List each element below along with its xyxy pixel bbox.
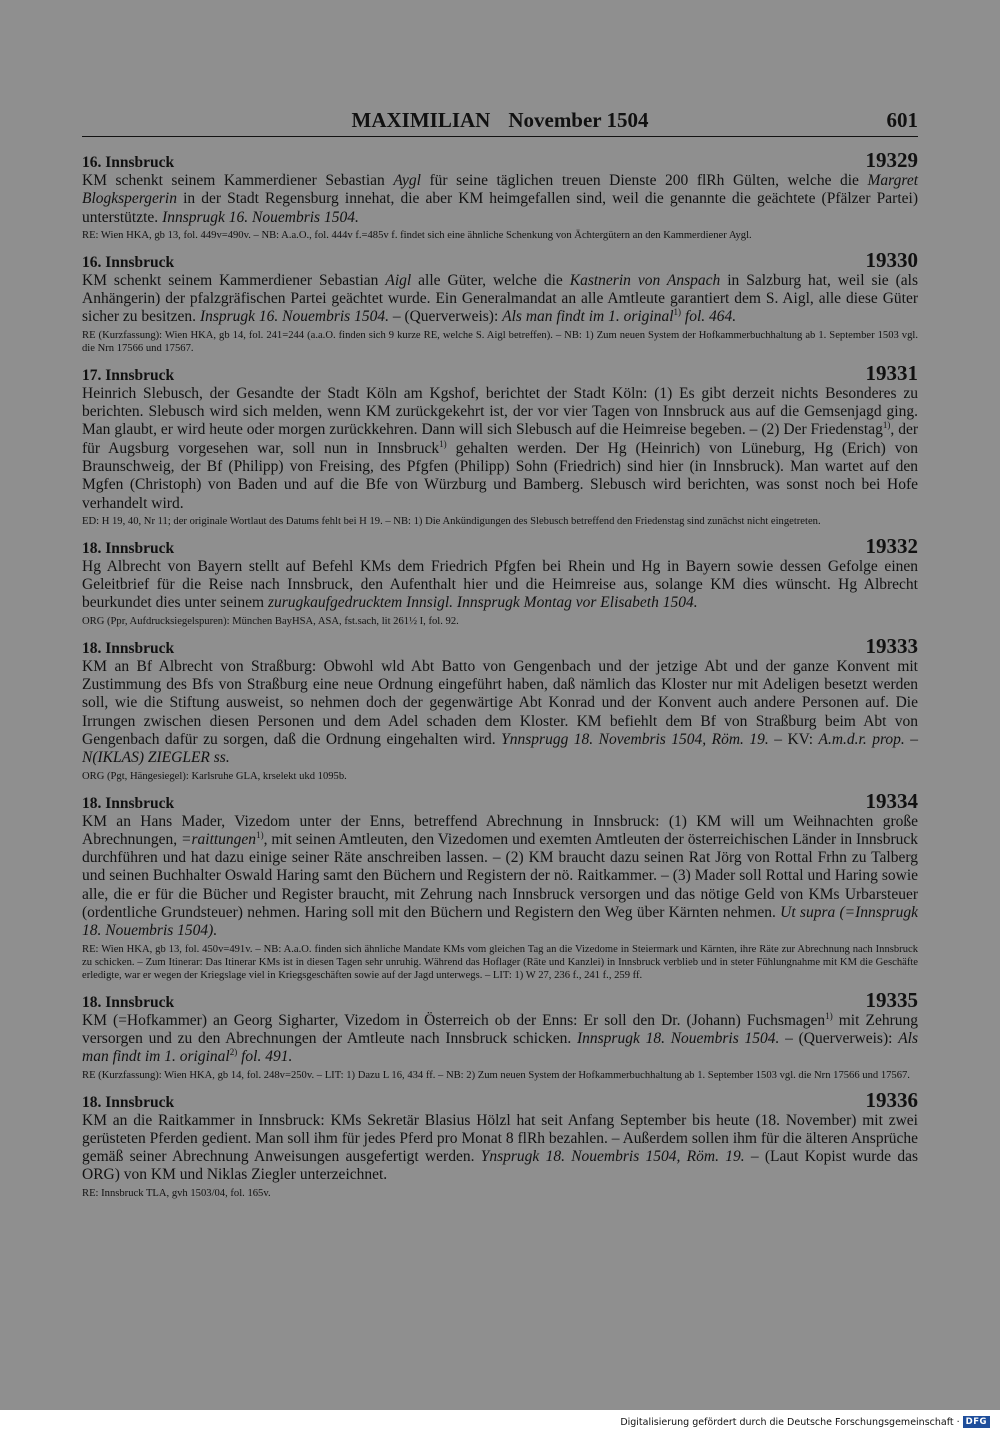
entry-date-place: 18. Innsbruck [82,639,175,657]
dfg-logo: DFG [963,1416,990,1428]
entry-date-place: 18. Innsbruck [82,1093,175,1111]
header-rule [82,136,918,137]
entry-text-segment: KM (=Hofkammer) an Georg Sigharter, Vizedom in Österreich ob der Enns: Er soll den Dr. (Johann) Fuchsmagen [82,1011,826,1029]
entry-text-segment: in der Stadt Regensburg innehat, die aber KM heimgefallen sind, weil die genannte die geächtete (Pfälzer Partei) unterstützte. [82,190,918,226]
entry-text-segment: Ynsprugk 18. Nouembris 1504, Röm. 19. [480,1148,745,1166]
footnote-marker: 1) [673,307,682,318]
entry-header [82,533,918,558]
entry-text-segment: Innsprugk 18. Nouembris 1504. [576,1029,780,1047]
entry-number: 19330 [865,247,918,272]
entry-source-note: RE: Wien HKA, gb 13, fol. 450v=491v. – NB: A.a.O. finden sich ähnliche Mandate KMs vom gleichen Tag an die Vizedome in Steiermark und Kärnten, ihre Räte zur Abrechnung nach Innsbruck zu schicken. – Zum Itinerar: Das Itinerar KMs ist in diesen Tagen sehr unruhig. Während das Hoflager (Räte und Kanzlei) in Innsbruck verblieb und in steter Fühlungnahme mit KM die Geschäfte erledigte, war er wegen der Kriegslage viel in Kriegsgeschäften sowie auf der Jagd unterwegs. – LIT: 1) W 27, 236 f., 241 f., 259 ff. [82,943,918,981]
entry-text-segment: Kastnerin von Anspach [569,271,721,289]
entry-text-segment: Als man findt im 1. original [502,308,674,326]
document-entry [82,247,919,355]
funding-footer [620,1413,990,1431]
entry-text-segment: – (Querverweis): [779,1029,899,1047]
entry-header [82,1087,918,1112]
entry-body [82,813,918,941]
entry-header [82,633,918,658]
entry-text-segment: mit Zehrung versorgen und zu den Abrechnungen der Amtleute nach Innsbruck schicken. [82,1011,918,1047]
entry-text-segment: Innsprugk 16. Nouembris 1504. [162,208,359,226]
footnote-marker: 1) [256,829,264,840]
footnote-marker: 1) [825,1010,833,1021]
entry-number: 19334 [865,788,918,813]
page-number: 601 [886,108,918,132]
entry-body [82,558,918,613]
entry-text-segment: Heinrich Slebusch, der Gesandte der Stadt Köln am Kgshof, berichtet der Stadt Köln: (1) Es gibt derzeit nichts Besonderes zu berichten. Slebusch wird sich melden, wenn KM zurückgekehrt ist, der vor vier Tagen von Innsbruck aus auf die Gemsenjagd ging. Man glaubt, er wird heute oder morgen zurückkehren. Dann will sich Slebusch auf die Heimreise begeben. – (2) Der Friedenstag [82,384,918,439]
document-entry [82,633,919,783]
entry-text-segment: A.m.d.r. prop. [818,730,905,748]
entry-header [82,788,918,813]
document-entry [82,150,918,242]
running-title [82,108,918,133]
entry-source-note: RE: Wien HKA, gb 13, fol. 449v=490v. – NB: A.a.O., fol. 444v f.=485v f. findet sich eine ähnliche Schenkung von Ächtergütern an den Kammerdiener Aygl. [82,229,752,241]
document-entry [82,360,918,528]
footnote-marker: 1) [439,438,447,449]
entry-source-note: ED: H 19, 40, Nr 11; der originale Wortlaut des Datums fehlt bei H 19. – NB: 1) Die Ankündigungen des Slebusch betreffend den Friedenstag sind zunächst nicht eingetreten. [82,515,821,527]
entry-text-segment: =raittungen [181,830,257,848]
entry-source-note: RE (Kurzfassung): Wien HKA, gb 14, fol. 241=244 (a.a.O. finden sich 9 kurze RE, welche S. Aigl betreffen). – NB: 1) Zum neuen System der Hofkammerbuchhaltung ab 1. September 1503 vgl. die Nrn 17566 und 17567. [82,329,918,354]
entry-text-segment: N(IKLAS) ZIEGLER ss. [82,749,230,767]
footnote-marker: 1) [882,420,891,431]
document-entry [82,1087,918,1200]
entry-body [82,1112,918,1185]
entry-text-segment: Margret Blogkspergerin [82,172,919,208]
entry-date-place: 18. Innsbruck [82,993,175,1011]
entry-body [82,385,918,513]
entry-text-segment: fol. 491. [237,1048,293,1066]
entry-text-segment: Ynnsprugg 18. Novembris 1504, Röm. 19. [501,730,769,748]
entry-text-segment: KM schenkt seinem Kammerdiener Sebastian [82,172,394,189]
entry-text-segment: , der für Augsburg vorgesehen war, soll nun in Innsbruck [82,421,918,457]
entry-text-segment: KM an Hans Mader, Vizedom unter der Enns, betreffend Abrechnung in Innsbruck: (1) KM will um Weihnachten große Abrechnungen, [82,812,918,848]
entry-date-place: 18. Innsbruck [82,794,175,812]
entry-text-segment: KM an die Raitkammer in Innsbruck: KMs Sekretär Blasius Hölzl hat seit Anfang September bis heute (18. November) mit zwei gerüsteten Pferden gedient. Man soll ihm für jedes Pferd pro Monat 8 flRh bezahlen. – Außerdem sollen ihm für die älteren Ansprüche gemäß seiner Abrechnung Anweisungen ausgefertigt werden. [82,1111,918,1166]
entry-text-segment: Hg Albrecht von Bayern stellt auf Befehl KMs dem Friedrich Pfgfen bei Rhein und Hg in Bayern sowie dessen Gefolge einen Geleitbrief für die Reise nach Innsbruck, den Aufenthalt hier und die Heimreise aus, solange KM dies wünscht. Hg Albrecht beurkundet dies unter seinem [82,557,918,612]
entry-number: 19335 [865,987,918,1012]
entry-source-note: ORG (Pgt, Hängesiegel): Karlsruhe GLA, krselekt ukd 1095b. [82,770,347,782]
entry-date-place: 17. Innsbruck [82,366,175,384]
entry-source-note: RE: Innsbruck TLA, gvh 1503/04, fol. 165v. [82,1187,271,1199]
entries-list [82,150,918,1208]
entry-number: 19333 [865,633,918,658]
entry-number: 19336 [865,1087,918,1112]
entry-text-segment: Als man findt im 1. original [82,1029,918,1066]
entry-number: 19332 [865,533,918,558]
entry-header [82,987,918,1012]
entry-text-segment: alle Güter, welche die [411,271,570,289]
entry-body [82,658,918,768]
page-header [82,108,918,138]
entry-text-segment: – [904,730,919,748]
entry-text-segment: fol. 464. [681,308,737,326]
running-title-date: November 1504 [508,108,649,132]
footnote-marker: 2) [229,1047,238,1058]
entry-body [82,1012,918,1067]
entry-text-segment: , mit seinen Amtleuten, den Vizedomen und exemten Amtleuten der österreichischen Länder in Innsbruck durchführen und hat dazu einige seiner Räte anschreiben lassen. – (2) KM braucht dazu seinen Rat Jörg von Rottal Frhn zu Talberg und seinen Buchhalter Oswald Haring samt den Büchern und Registern der nö. Raitkammer. – (3) Mader soll Rottal und Haring sowie alle, die er für die Bücher und Register braucht, mit Zehrung nach Innsbruck versorgen und das nötige Geld von KMs Urbarsteuer (ordentliche Grundsteuer) nehmen. Haring soll mit den Büchern und Registern den Weg über Kärnten nehmen. [82,830,918,922]
entry-number: 19329 [865,148,918,172]
entry-text-segment: – (Querverweis): [388,308,503,326]
entry-text-segment: Aygl [393,172,421,189]
entry-text-segment: Aigl [385,271,412,289]
entry-text-segment: für seine täglichen treuen Dienste 200 flRh Gülten, welche die [420,172,868,189]
entry-text-segment: zurugkaufgedrucktem Innsigl. Innsprugk Montag vor Elisabeth 1504. [267,594,698,612]
running-title-name: MAXIMILIAN [351,108,491,132]
entry-text-segment: – (Laut Kopist wurde das ORG) von KM und Niklas Ziegler unterzeichnet. [82,1148,918,1184]
entry-date-place: 16. Innsbruck [82,154,175,171]
entry-body [82,272,918,327]
entry-text-segment: – KV: [768,730,819,748]
entry-date-place: 18. Innsbruck [82,539,175,557]
entry-text-segment: KM schenkt seinem Kammerdiener Sebastian [82,271,386,289]
entry-source-note: ORG (Ppr, Aufdrucksiegelspuren): München BayHSA, ASA, fst.sach, lit 261½ I, fol. 92. [82,615,459,627]
entry-body [82,172,918,227]
entry-date-place: 16. Innsbruck [82,253,175,271]
document-entry [82,788,918,982]
document-entry [82,533,918,628]
entry-number: 19331 [865,360,918,385]
entry-text-segment: Insprugk 16. Nouembris 1504. [199,308,389,326]
entry-source-note: RE (Kurzfassung): Wien HKA, gb 14, fol. 248v=250v. – LIT: 1) Dazu L 16, 434 ff. – NB: 2) Zum neuen System der Hofkammerbuchhaltung ab 1. September 1503 vgl. die Nrn 17566 und 17567. [82,1069,910,1081]
document-entry [82,987,918,1082]
entry-header [82,360,918,385]
entry-header [82,247,918,272]
entry-text-segment: Ut supra (=Innsprugk 18. Nouembris 1504). [82,904,918,940]
entry-text-segment: KM an Bf Albrecht von Straßburg: Obwohl wld Abt Batto von Gengenbach und der jetzige Abt und der ganze Konvent mit Zustimmung des Bfs von Straßburg eine neue Ordnung eingeführt haben, daß nämlich das Kloster nur mit Adeligen besetzt werden soll, wie die Stiftung ausweist, so nehmen doch der gegenwärtige Abt Konrad und der Konvent auch andere Personen auf. Die Irrungen zwischen diesen Personen und dem Adel schaden dem Kloster. KM befiehlt dem Bf von Straßburg beim Abt von Gengenbach dafür zu sorgen, daß die Ordnung eingehalten wird. [82,657,918,748]
funding-text: Digitalisierung gefördert durch die Deutsche Forschungsgemeinschaft · [620,1416,960,1428]
entry-text-segment: gehalten werden. Der Hg (Heinrich) von Lüneburg, Hg (Erich) von Braunschweig, der Bf (Philipp) von Freising, des Pfgfen (Philipp) Sohn (Friedrich) sind hier (in Innsbruck). Man wartet auf den Mgfen (Christoph) von Baden und auf die Bfe von Würzburg und Bamberg. Slebusch wird berichten, was sonst noch bei Hofe verhandelt wird. [82,439,918,512]
entry-text-segment: in Salzburg hat, weil sie (als Anhängerin) der pfalzgräfischen Partei geächtet wurde. Ein Generalmandat an alle Amtleute garantiert dem S. Aigl, alle diese Güter sicher zu besitzen. [82,271,919,326]
entry-header [82,150,918,172]
